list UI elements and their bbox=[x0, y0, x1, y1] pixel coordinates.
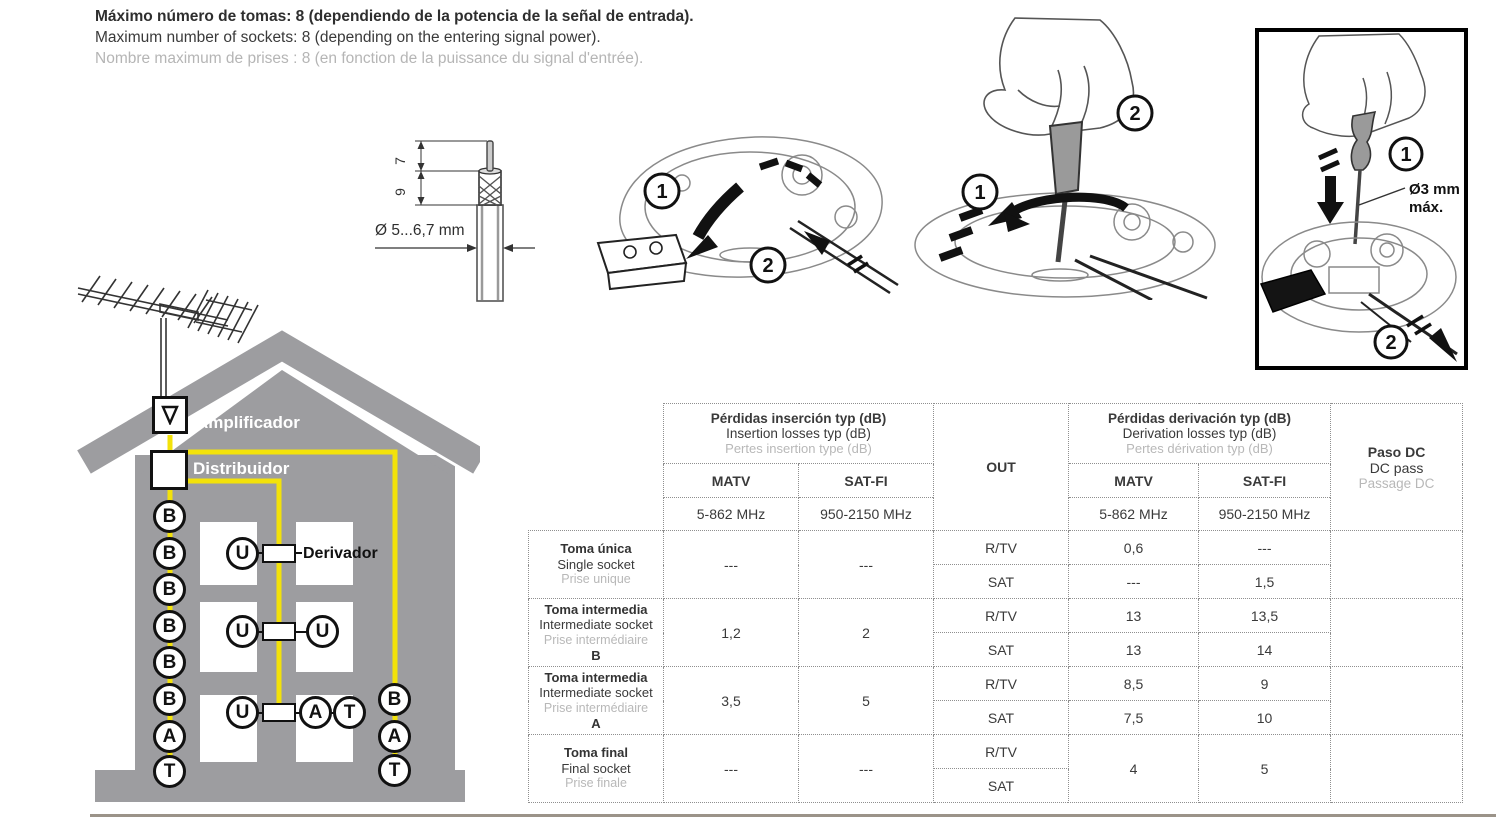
derivador-box bbox=[262, 544, 296, 563]
step1-badge bbox=[1390, 138, 1422, 170]
out-header: OUT bbox=[934, 404, 1069, 531]
out-sat: SAT bbox=[934, 769, 1069, 803]
row-label-fr: Prise intermédiaire bbox=[543, 700, 649, 715]
step2-badge bbox=[1375, 326, 1407, 358]
row-label-intermediate-b bbox=[529, 599, 664, 667]
row-label-en: Intermediate socket bbox=[539, 685, 653, 700]
amplifier-triangle-icon bbox=[161, 405, 179, 425]
socket-node: B bbox=[153, 500, 186, 533]
der-matv-value: 13 bbox=[1069, 599, 1199, 633]
table-row bbox=[529, 531, 1463, 565]
antenna bbox=[78, 276, 258, 343]
svg-text:1: 1 bbox=[1400, 144, 1412, 166]
socket-node: A bbox=[299, 696, 332, 729]
step1-badge bbox=[645, 174, 679, 208]
der-satfi-value: --- bbox=[1199, 531, 1331, 565]
amplifier-label: Amplificador bbox=[196, 413, 300, 432]
insertion-header-es: Pérdidas inserción typ (dB) bbox=[710, 411, 887, 426]
dc-pass-cell bbox=[1331, 667, 1463, 735]
dc-header-es: Paso DC bbox=[1367, 443, 1426, 460]
push-arrow bbox=[1317, 150, 1344, 224]
dc-pass-header bbox=[1331, 404, 1463, 531]
tighten-figure bbox=[900, 10, 1230, 300]
derivation-header-es: Pérdidas derivación typ (dB) bbox=[1108, 411, 1292, 426]
step1-badge bbox=[963, 175, 997, 209]
der-matv-value: --- bbox=[1069, 565, 1199, 599]
socket-node: U bbox=[226, 615, 259, 648]
distributor-box bbox=[150, 450, 188, 490]
row-label-tag: B bbox=[591, 648, 601, 663]
socket-node: B bbox=[153, 573, 186, 606]
der-satfi-value: 14 bbox=[1199, 633, 1331, 667]
socket-node: T bbox=[153, 755, 186, 788]
derivador-label: Derivador bbox=[303, 545, 378, 562]
insert-wire-figure bbox=[590, 95, 900, 295]
table-row bbox=[529, 735, 1463, 769]
row-label-en: Final socket bbox=[561, 760, 631, 776]
row-label-tag: A bbox=[591, 716, 601, 731]
socket-node: A bbox=[378, 720, 411, 753]
cable-diameter-label: Ø 5...6,7 mm bbox=[375, 222, 465, 239]
row-label-en: Intermediate socket bbox=[539, 617, 653, 632]
col-header-matv: MATV bbox=[664, 464, 799, 498]
dim-braid-label: 9 bbox=[392, 188, 408, 196]
drill-depth-note-line2: máx. bbox=[1409, 199, 1444, 216]
freq-satfi: 950-2150 MHz bbox=[799, 498, 934, 531]
losses-table bbox=[528, 403, 1463, 803]
row-label-single-socket bbox=[529, 531, 664, 599]
row-label-en: Single socket bbox=[557, 556, 635, 572]
socket-node: B bbox=[153, 537, 186, 570]
derivation-group-header bbox=[1069, 404, 1331, 464]
socket-node: U bbox=[226, 696, 259, 729]
house-diagram bbox=[60, 260, 480, 810]
row-label-es: Toma intermedia bbox=[544, 601, 648, 617]
socket-node: T bbox=[333, 696, 366, 729]
der-satfi-value: 5 bbox=[1199, 735, 1331, 803]
row-label-fr: Prise finale bbox=[565, 776, 627, 791]
row-label-es: Toma intermedia bbox=[544, 669, 648, 685]
ins-satfi-value: 5 bbox=[799, 667, 934, 735]
out-rtv: R/TV bbox=[934, 735, 1069, 769]
der-matv-value: 0,6 bbox=[1069, 531, 1199, 565]
screwdriver bbox=[1050, 122, 1082, 262]
out-sat: SAT bbox=[934, 565, 1069, 599]
coax-cables bbox=[1075, 256, 1207, 300]
socket-node: A bbox=[153, 720, 186, 753]
ins-matv-value: --- bbox=[664, 735, 799, 803]
step1-arrow bbox=[686, 161, 820, 259]
der-matv-value: 4 bbox=[1069, 735, 1199, 803]
col-header-satfi: SAT-FI bbox=[1199, 464, 1331, 498]
derivation-header-fr: Pertes dérivation typ (dB) bbox=[1126, 441, 1273, 456]
hand bbox=[984, 18, 1133, 135]
der-satfi-value: 10 bbox=[1199, 701, 1331, 735]
der-satfi-value: 13,5 bbox=[1199, 599, 1331, 633]
socket-node: T bbox=[378, 754, 411, 787]
socket-node: B bbox=[378, 683, 411, 716]
der-matv-value: 13 bbox=[1069, 633, 1199, 667]
connector-block bbox=[598, 235, 686, 289]
socket-node: B bbox=[153, 683, 186, 716]
derivador-box bbox=[262, 703, 296, 722]
distributor-label: Distribuidor bbox=[193, 459, 290, 478]
out-rtv: R/TV bbox=[934, 599, 1069, 633]
socket-node: B bbox=[153, 610, 186, 643]
drill-figure-frame bbox=[1255, 28, 1468, 370]
ins-matv-value: 3,5 bbox=[664, 667, 799, 735]
col-header-satfi: SAT-FI bbox=[799, 464, 934, 498]
der-satfi-value: 9 bbox=[1199, 667, 1331, 701]
der-satfi-value: 1,5 bbox=[1199, 565, 1331, 599]
cable-pin bbox=[487, 141, 493, 171]
svg-text:2: 2 bbox=[762, 255, 774, 277]
dc-pass-cell bbox=[1331, 531, 1463, 599]
freq-satfi: 950-2150 MHz bbox=[1199, 498, 1331, 531]
page-divider bbox=[90, 814, 1496, 817]
svg-text:2: 2 bbox=[1385, 332, 1397, 354]
out-rtv: R/TV bbox=[934, 531, 1069, 565]
intro-text bbox=[95, 6, 694, 69]
row-label-final-socket bbox=[529, 735, 664, 803]
table-row bbox=[529, 667, 1463, 701]
intro-line-es: Máximo número de tomas: 8 (dependiendo de la potencia de la señal de entrada). bbox=[95, 8, 694, 25]
dim-pin-label: 7 bbox=[392, 157, 408, 165]
row-label-es: Toma final bbox=[563, 745, 629, 761]
row-label-fr: Prise unique bbox=[561, 572, 631, 587]
row-label-es: Toma única bbox=[560, 541, 632, 557]
intro-line-en: Maximum number of sockets: 8 (depending on the entering signal power). bbox=[95, 29, 601, 46]
ins-matv-value: 1,2 bbox=[664, 599, 799, 667]
svg-text:2: 2 bbox=[1129, 103, 1141, 125]
dc-header-fr: Passage DC bbox=[1358, 475, 1435, 491]
freq-matv: 5-862 MHz bbox=[664, 498, 799, 531]
amplifier-box bbox=[152, 396, 188, 434]
step2-badge bbox=[1118, 96, 1152, 130]
row-label-fr: Prise intermédiaire bbox=[543, 632, 649, 647]
svg-text:1: 1 bbox=[974, 182, 986, 204]
ins-matv-value: --- bbox=[664, 531, 799, 599]
screwdriver bbox=[1351, 112, 1375, 244]
der-matv-value: 8,5 bbox=[1069, 667, 1199, 701]
insertion-header-en: Insertion losses typ (dB) bbox=[726, 426, 871, 441]
cover-flap bbox=[1261, 270, 1325, 312]
dc-pass-cell bbox=[1331, 735, 1463, 803]
dc-pass-cell bbox=[1331, 599, 1463, 667]
ins-satfi-value: 2 bbox=[799, 599, 934, 667]
derivador-box bbox=[262, 622, 296, 641]
out-sat: SAT bbox=[934, 701, 1069, 735]
ins-satfi-value: --- bbox=[799, 531, 934, 599]
table-row bbox=[529, 599, 1463, 633]
intro-line-fr: Nombre maximum de prises : 8 (en fonction de la puissance du signal d'entrée). bbox=[95, 50, 644, 67]
step2-badge bbox=[751, 248, 785, 282]
col-header-matv: MATV bbox=[1069, 464, 1199, 498]
drill-depth-note-line1: Ø3 mm bbox=[1409, 181, 1460, 198]
drill-figure bbox=[1259, 32, 1464, 366]
der-matv-value: 7,5 bbox=[1069, 701, 1199, 735]
insertion-header-fr: Pertes insertion type (dB) bbox=[725, 441, 872, 456]
out-rtv: R/TV bbox=[934, 667, 1069, 701]
dc-header-en: DC pass bbox=[1369, 459, 1424, 476]
socket-node: U bbox=[226, 537, 259, 570]
derivation-header-en: Derivation losses typ (dB) bbox=[1122, 426, 1277, 441]
svg-text:1: 1 bbox=[656, 181, 668, 203]
out-sat: SAT bbox=[934, 633, 1069, 667]
row-label-intermediate-a bbox=[529, 667, 664, 735]
socket-node: U bbox=[306, 615, 339, 648]
freq-matv: 5-862 MHz bbox=[1069, 498, 1199, 531]
insertion-group-header bbox=[664, 404, 934, 464]
socket-node: B bbox=[153, 646, 186, 679]
ins-satfi-value: --- bbox=[799, 735, 934, 803]
